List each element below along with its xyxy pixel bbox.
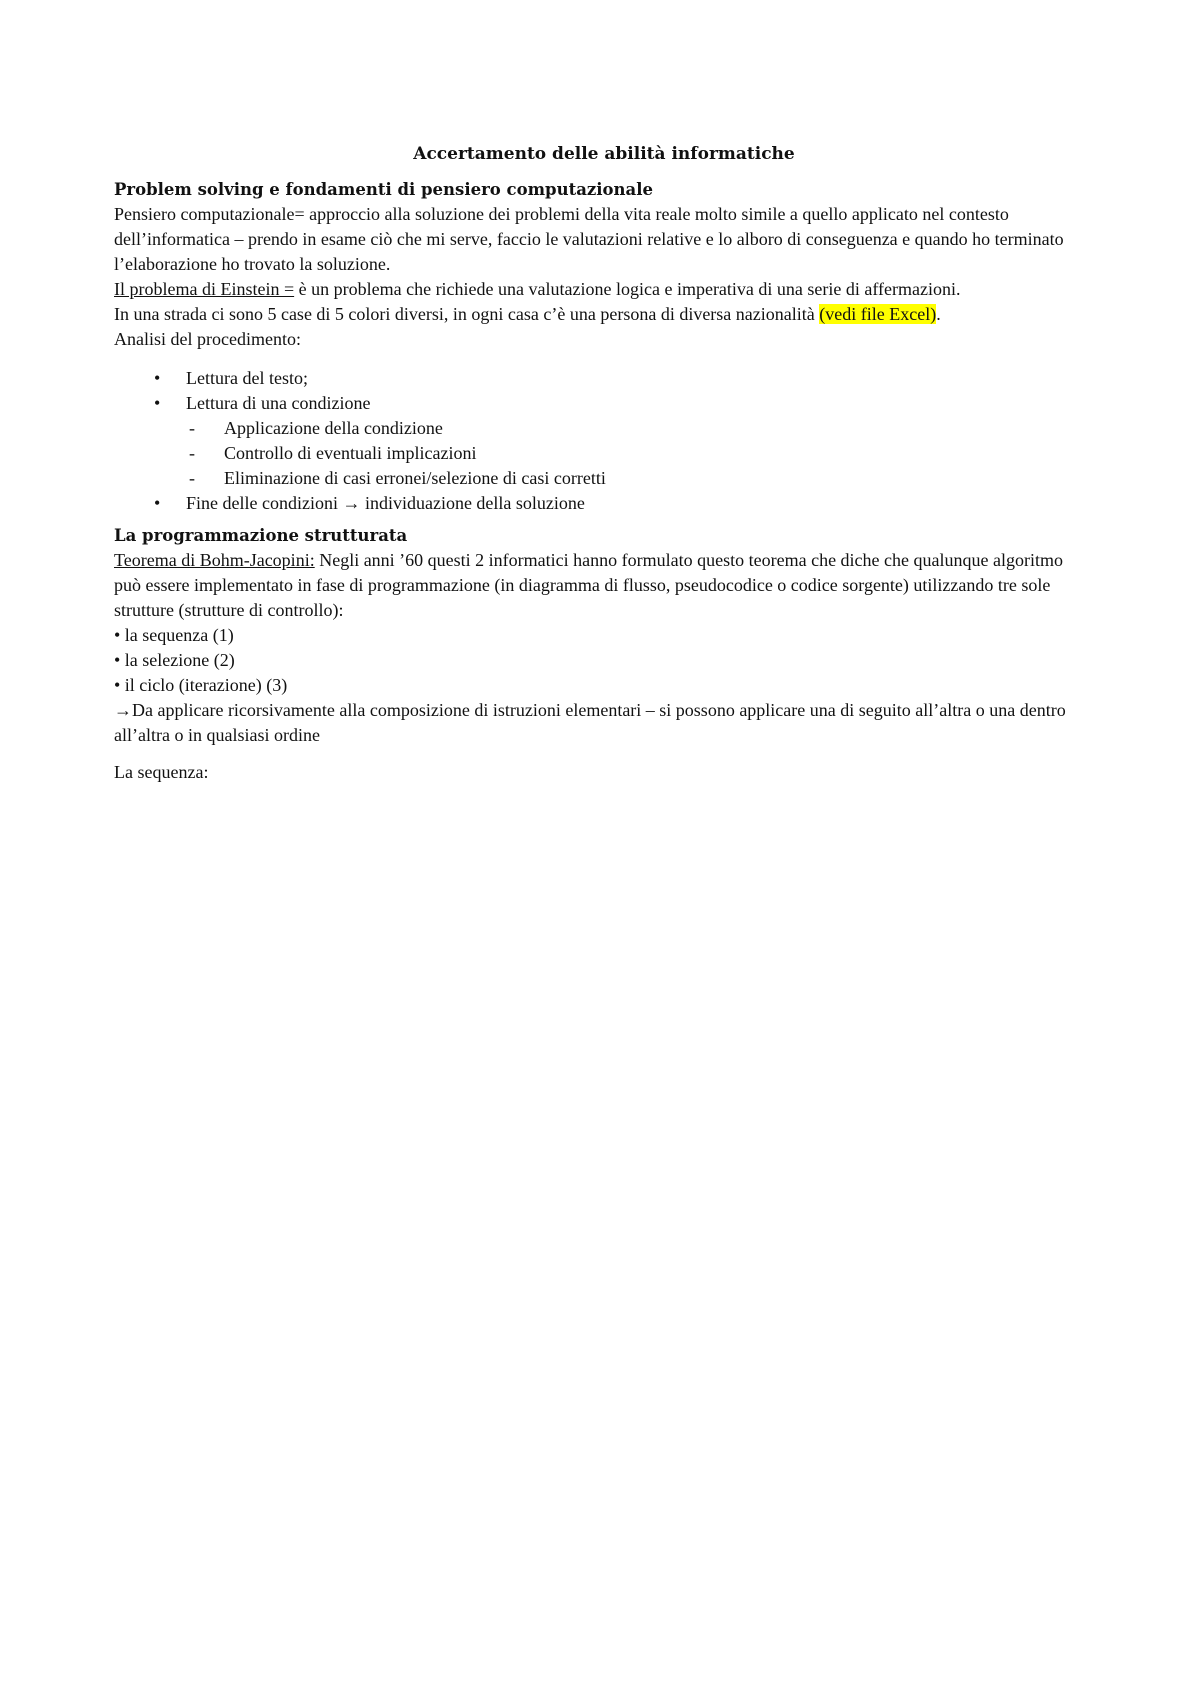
list-item-text: Lettura del testo; <box>186 368 308 388</box>
sub-list-item <box>114 466 1094 491</box>
sub-list-item-text: Eliminazione di casi erronei/selezione di casi corretti <box>224 468 606 488</box>
structure-item-selection: • la selezione (2) <box>114 650 235 670</box>
street-end: . <box>936 304 941 324</box>
einstein-text: è un problema che richiede una valutazione logica e imperativa di una serie di affermazioni. <box>294 279 961 299</box>
dash-icon: - <box>189 443 195 463</box>
structure-item-sequence: • la sequenza (1) <box>114 625 234 645</box>
list-item-text: Fine delle condizioni → individuazione della soluzione <box>186 493 585 513</box>
sub-list-item-text: Applicazione della condizione <box>224 418 443 438</box>
paragraph-sequence: La sequenza: <box>114 762 209 782</box>
section-heading-structured-programming: La programmazione strutturata <box>114 526 408 545</box>
paragraph-analysis: Analisi del procedimento: <box>114 329 301 349</box>
list-item <box>114 391 1094 491</box>
bullet-icon: • <box>154 493 161 513</box>
document-title: Accertamento delle abilità informatiche <box>413 144 795 164</box>
street-text: In una strada ci sono 5 case di 5 colori diversi, in ogni casa c’è una persona di diversa nazionalità <box>114 304 820 324</box>
theorem-text: Negli anni ’60 questi 2 informatici hanno formulato questo teorema che diche che qualunque algoritmo può essere implementato in fase di programmazione (in diagramma di flusso, pseudocodice o codice sorgente) utilizzando tre sole strutture (strutture di controllo): <box>114 550 1063 620</box>
einstein-label: Il problema di Einstein = <box>114 279 295 299</box>
list-item <box>114 366 1094 391</box>
bullet-icon: • <box>154 393 161 413</box>
paragraph-einstein <box>114 277 1094 302</box>
structure-item-loop: • il ciclo (iterazione) (3) <box>114 675 288 695</box>
paragraph-note: →Da applicare ricorsivamente alla composizione di istruzioni elementari – si possono applicare una di seguito all’altra o una dentro all’altra o in qualsiasi ordine <box>114 700 1066 745</box>
bullet-icon: • <box>154 368 161 388</box>
paragraph-street <box>114 302 1094 327</box>
sub-list-item-text: Controllo di eventuali implicazioni <box>224 443 477 463</box>
list-item-text: Lettura di una condizione <box>186 393 371 413</box>
sub-list <box>186 416 1094 491</box>
paragraph-computational-thinking: Pensiero computazionale= approccio alla soluzione dei problemi della vita reale molto simile a quello applicato nel contesto dell’informatica – prendo in esame ciò che mi serve, faccio le valutazioni relative e lo alboro di conseguenza e quando ho terminato l’elaborazione ho trovato la soluzione. <box>114 204 1064 274</box>
procedure-list <box>114 366 1094 516</box>
list-item <box>114 491 1094 516</box>
highlighted-excel-note: (vedi file Excel) <box>819 304 937 324</box>
sub-list-item <box>114 441 1094 466</box>
dash-icon: - <box>189 418 195 438</box>
section-heading-problem-solving: Problem solving e fondamenti di pensiero computazionale <box>114 180 653 199</box>
document-body <box>114 142 1094 785</box>
dash-icon: - <box>189 468 195 488</box>
theorem-label: Teorema di Bohm-Jacopini: <box>114 550 315 570</box>
sub-list-item <box>114 416 1094 441</box>
paragraph-theorem <box>114 548 1094 623</box>
